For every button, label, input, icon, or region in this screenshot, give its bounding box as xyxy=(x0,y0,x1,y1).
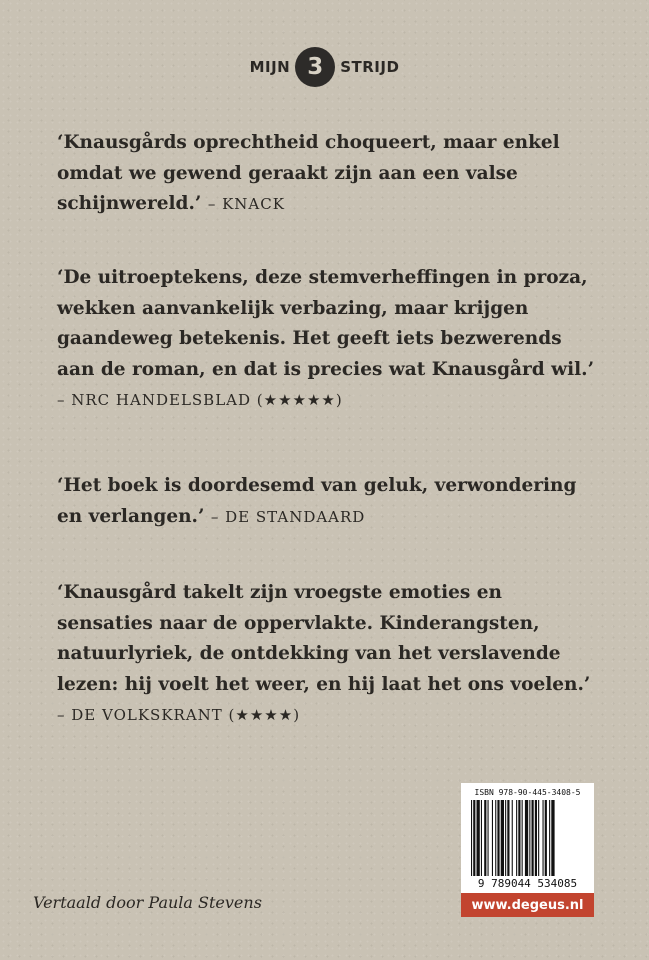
quote-source: – NRC HANDELSBLAD (★★★★★) xyxy=(57,391,343,409)
quote-source: – DE STANDAARD xyxy=(210,507,366,526)
quote-text: ‘Het boek is doordesemd van geluk, verwondering en verlangen.’ xyxy=(57,475,577,527)
series-word-left: MIJN xyxy=(249,58,291,76)
quote-source: – DE VOLKSKRANT (★★★★) xyxy=(57,706,301,724)
publisher-url-label: www.degeus.nl xyxy=(461,893,594,917)
review-quote-volkskrant xyxy=(57,578,597,731)
isbn-barcode xyxy=(461,783,594,893)
quote-text: ‘Knausgårds oprechtheid choqueert, maar enkel omdat we gewend geraakt zijn aan een valse schijnwereld.’ xyxy=(57,132,560,214)
quote-source: – KNACK xyxy=(207,195,285,213)
barcode-bars xyxy=(471,800,584,876)
series-number-badge: 3 xyxy=(295,47,335,87)
translator-credit: Vertaald door Paula Stevens xyxy=(33,893,262,912)
review-quote-standaard xyxy=(57,471,597,532)
quote-text: ‘De uitroeptekens, deze stemverheffingen in proza, wekken aanvankelijk verbazing, maar krijgen gaandeweg betekenis. Het geeft iets bezwerends aan de roman, en dat is precies wat Knausgård wil.’ xyxy=(57,267,595,380)
quote-text: ‘Knausgård takelt zijn vroegste emoties en sensaties naar de oppervlakte. Kinderangsten, natuurlyriek, de ontdekking van het verslavende lezen: hij voelt het weer, en hij laat het ons voelen.’ xyxy=(57,582,591,695)
series-logo xyxy=(0,47,649,87)
barcode-digits: 9 789044 534085 xyxy=(477,877,578,890)
isbn-label: ISBN 978-90-445-3408-5 xyxy=(474,788,581,797)
series-word-right: STRIJD xyxy=(340,58,400,76)
review-quote-nrc xyxy=(57,263,597,416)
review-quote-knack xyxy=(57,128,597,220)
